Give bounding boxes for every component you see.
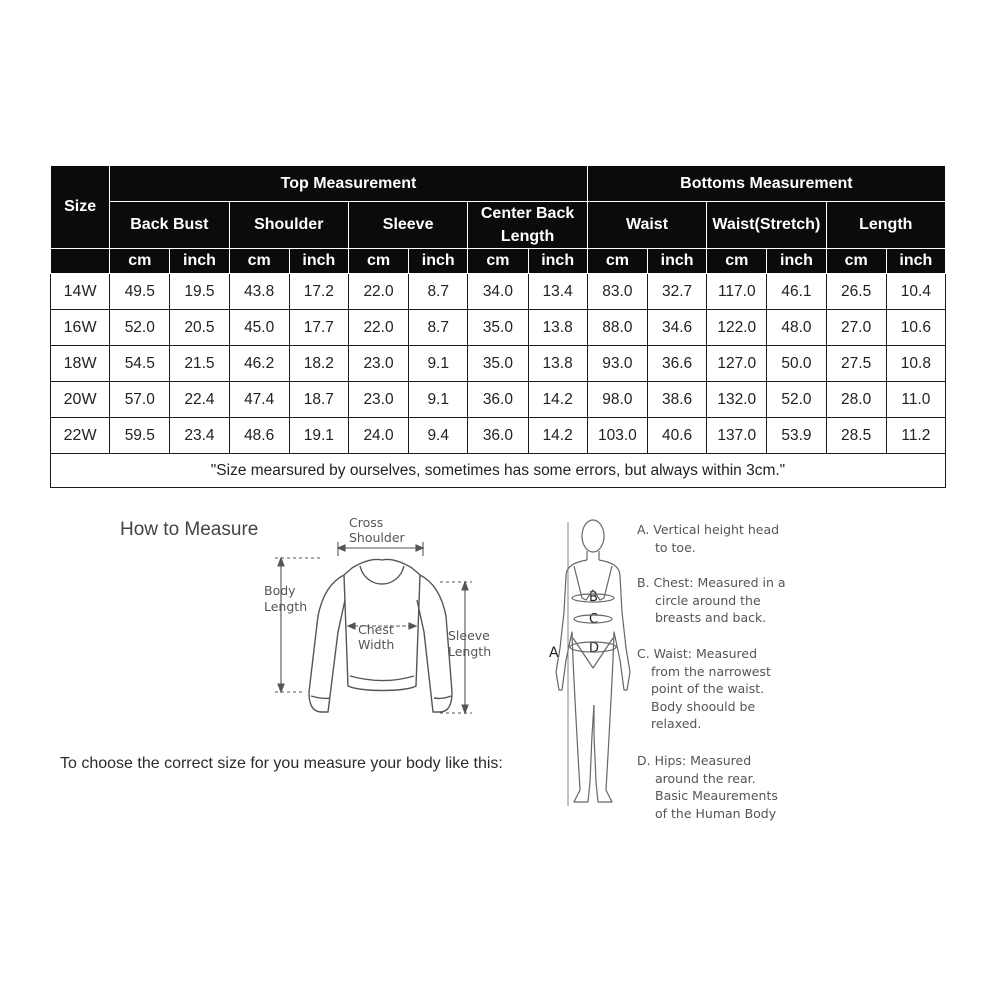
table-cell: 53.9 bbox=[767, 418, 826, 454]
table-cell: 19.5 bbox=[170, 274, 229, 310]
table-cell: 9.1 bbox=[409, 382, 468, 418]
table-cell: 18.7 bbox=[289, 382, 348, 418]
unit-header-cm: cm bbox=[587, 249, 647, 274]
table-row bbox=[51, 310, 946, 346]
table-cell: 36.6 bbox=[647, 346, 706, 382]
table-cell: 122.0 bbox=[707, 310, 767, 346]
table-cell: 9.1 bbox=[409, 346, 468, 382]
table-row bbox=[51, 382, 946, 418]
body-length-label-1: Body bbox=[264, 583, 296, 598]
table-cell: 45.0 bbox=[229, 310, 289, 346]
note-c bbox=[637, 645, 771, 733]
top-measurement-header: Top Measurement bbox=[110, 166, 588, 202]
unit-header-cm: cm bbox=[229, 249, 289, 274]
how-to-measure-title: How to Measure bbox=[120, 519, 259, 540]
table-cell: 21.5 bbox=[170, 346, 229, 382]
table-cell: 36.0 bbox=[468, 382, 528, 418]
unit-header-cm: cm bbox=[826, 249, 886, 274]
table-cell: 23.4 bbox=[170, 418, 229, 454]
col-back-bust: Back Bust bbox=[110, 202, 229, 249]
table-cell: 23.0 bbox=[348, 346, 408, 382]
table-cell: 47.4 bbox=[229, 382, 289, 418]
table-cell: 8.7 bbox=[409, 310, 468, 346]
table-cell: 22.4 bbox=[170, 382, 229, 418]
body-length-label-2: Length bbox=[264, 599, 308, 614]
table-cell: 50.0 bbox=[767, 346, 826, 382]
table-cell: 54.5 bbox=[110, 346, 170, 382]
body-label-d: D bbox=[589, 641, 600, 656]
body-figure-sketch bbox=[556, 520, 630, 806]
size-cell: 22W bbox=[51, 418, 110, 454]
note-d-line: Basic Meaurements bbox=[655, 788, 778, 803]
note-b-line: circle around the bbox=[655, 592, 761, 608]
table-cell: 26.5 bbox=[826, 274, 886, 310]
table-body bbox=[51, 274, 946, 454]
table-cell: 52.0 bbox=[110, 310, 170, 346]
table-cell: 18.2 bbox=[289, 346, 348, 382]
table-cell: 88.0 bbox=[587, 310, 647, 346]
col-waist-stretch: Waist(Stretch) bbox=[707, 202, 826, 249]
table-cell: 48.0 bbox=[767, 310, 826, 346]
unit-header-cm: cm bbox=[468, 249, 528, 274]
table-cell: 28.0 bbox=[826, 382, 886, 418]
table-cell: 36.0 bbox=[468, 418, 528, 454]
table-cell: 35.0 bbox=[468, 310, 528, 346]
table-cell: 83.0 bbox=[587, 274, 647, 310]
table-cell: 35.0 bbox=[468, 346, 528, 382]
table-cell: 132.0 bbox=[707, 382, 767, 418]
chest-width-label-1: Chest bbox=[358, 622, 394, 637]
note-c-line: relaxed. bbox=[651, 716, 702, 731]
table-row bbox=[51, 418, 946, 454]
table-cell: 46.1 bbox=[767, 274, 826, 310]
size-cell: 16W bbox=[51, 310, 110, 346]
table-cell: 38.6 bbox=[647, 382, 706, 418]
table-cell: 40.6 bbox=[647, 418, 706, 454]
table-cell: 17.2 bbox=[289, 274, 348, 310]
table-cell: 52.0 bbox=[767, 382, 826, 418]
table-cell: 137.0 bbox=[707, 418, 767, 454]
table-cell: 103.0 bbox=[587, 418, 647, 454]
table-cell: 22.0 bbox=[348, 274, 408, 310]
size-cell: 20W bbox=[51, 382, 110, 418]
note-d-line: around the rear. bbox=[655, 770, 756, 786]
table-cell: 34.6 bbox=[647, 310, 706, 346]
size-cell: 18W bbox=[51, 346, 110, 382]
choose-size-text: To choose the correct size for you measure your body like this: bbox=[60, 755, 503, 772]
col-center-back-line1: Center Back bbox=[480, 205, 575, 222]
table-cell: 48.6 bbox=[229, 418, 289, 454]
table-cell: 11.0 bbox=[886, 382, 945, 418]
table-cell: 13.8 bbox=[528, 310, 587, 346]
note-c-line: from the narrowest bbox=[651, 663, 771, 679]
unit-header-inch: inch bbox=[767, 249, 826, 274]
unit-header-cm: cm bbox=[348, 249, 408, 274]
unit-header-inch: inch bbox=[886, 249, 945, 274]
note-b-line: breasts and back. bbox=[655, 610, 767, 625]
table-cell: 49.5 bbox=[110, 274, 170, 310]
unit-header-inch: inch bbox=[170, 249, 229, 274]
table-cell: 13.8 bbox=[528, 346, 587, 382]
note-a bbox=[637, 521, 779, 556]
table-cell: 27.5 bbox=[826, 346, 886, 382]
table-cell: 13.4 bbox=[528, 274, 587, 310]
table-cell: 20.5 bbox=[170, 310, 229, 346]
table-cell: 24.0 bbox=[348, 418, 408, 454]
table-cell: 14.2 bbox=[528, 382, 587, 418]
table-cell: 127.0 bbox=[707, 346, 767, 382]
table-cell: 57.0 bbox=[110, 382, 170, 418]
unit-header-cm: cm bbox=[110, 249, 170, 274]
unit-row bbox=[51, 249, 946, 274]
table-cell: 23.0 bbox=[348, 382, 408, 418]
col-shoulder: Shoulder bbox=[229, 202, 348, 249]
table-cell: 98.0 bbox=[587, 382, 647, 418]
col-sleeve: Sleeve bbox=[348, 202, 467, 249]
measurement-note: "Size mearsured by ourselves, sometimes has some errors, but always within 3cm." bbox=[51, 454, 946, 488]
chest-width-label-2: Width bbox=[358, 637, 395, 652]
table-cell: 32.7 bbox=[647, 274, 706, 310]
col-length: Length bbox=[826, 202, 945, 249]
cross-shoulder-label-1: Cross bbox=[349, 515, 384, 530]
unit-header-inch: inch bbox=[289, 249, 348, 274]
sleeve-length-label-2: Length bbox=[448, 644, 492, 659]
body-label-c: C bbox=[589, 612, 599, 627]
sleeve-length-label-1: Sleeve bbox=[448, 628, 490, 643]
col-center-back-length bbox=[468, 202, 587, 249]
size-cell: 14W bbox=[51, 274, 110, 310]
table-row bbox=[51, 346, 946, 382]
note-c-line: C. Waist: Measured bbox=[637, 646, 758, 661]
note-c-line: Body shoould be bbox=[651, 698, 756, 714]
table-cell: 10.8 bbox=[886, 346, 945, 382]
note-a-line: to toe. bbox=[655, 539, 696, 555]
table-cell: 117.0 bbox=[707, 274, 767, 310]
note-d bbox=[637, 752, 778, 822]
note-d-line: D. Hips: Measured bbox=[637, 753, 752, 768]
table-cell: 19.1 bbox=[289, 418, 348, 454]
body-label-a: A bbox=[549, 645, 559, 661]
table-cell: 46.2 bbox=[229, 346, 289, 382]
table-cell: 10.6 bbox=[886, 310, 945, 346]
table-cell: 14.2 bbox=[528, 418, 587, 454]
size-chart-table bbox=[50, 165, 946, 488]
table-cell: 22.0 bbox=[348, 310, 408, 346]
col-center-back-line2: Length bbox=[500, 228, 555, 245]
col-waist: Waist bbox=[587, 202, 706, 249]
body-label-b: B bbox=[589, 590, 598, 605]
table-cell: 27.0 bbox=[826, 310, 886, 346]
unit-spacer bbox=[51, 249, 110, 274]
unit-header-inch: inch bbox=[647, 249, 706, 274]
note-d-line: of the Human Body bbox=[655, 805, 777, 821]
table-cell: 34.0 bbox=[468, 274, 528, 310]
unit-header-inch: inch bbox=[528, 249, 587, 274]
note-c-line: point of the waist. bbox=[651, 681, 765, 696]
table-cell: 59.5 bbox=[110, 418, 170, 454]
table-cell: 9.4 bbox=[409, 418, 468, 454]
table-cell: 10.4 bbox=[886, 274, 945, 310]
note-b bbox=[637, 574, 786, 627]
size-header: Size bbox=[51, 166, 110, 249]
table-cell: 28.5 bbox=[826, 418, 886, 454]
table-cell: 8.7 bbox=[409, 274, 468, 310]
table-row bbox=[51, 274, 946, 310]
table-cell: 11.2 bbox=[886, 418, 945, 454]
bottoms-measurement-header: Bottoms Measurement bbox=[587, 166, 945, 202]
cross-shoulder-label-2: Shoulder bbox=[349, 530, 405, 545]
table-cell: 93.0 bbox=[587, 346, 647, 382]
table-cell: 43.8 bbox=[229, 274, 289, 310]
table-cell: 17.7 bbox=[289, 310, 348, 346]
note-a-line: A. Vertical height head bbox=[637, 522, 780, 537]
unit-header-inch: inch bbox=[409, 249, 468, 274]
unit-header-cm: cm bbox=[707, 249, 767, 274]
note-b-line: B. Chest: Measured in a bbox=[637, 575, 786, 590]
